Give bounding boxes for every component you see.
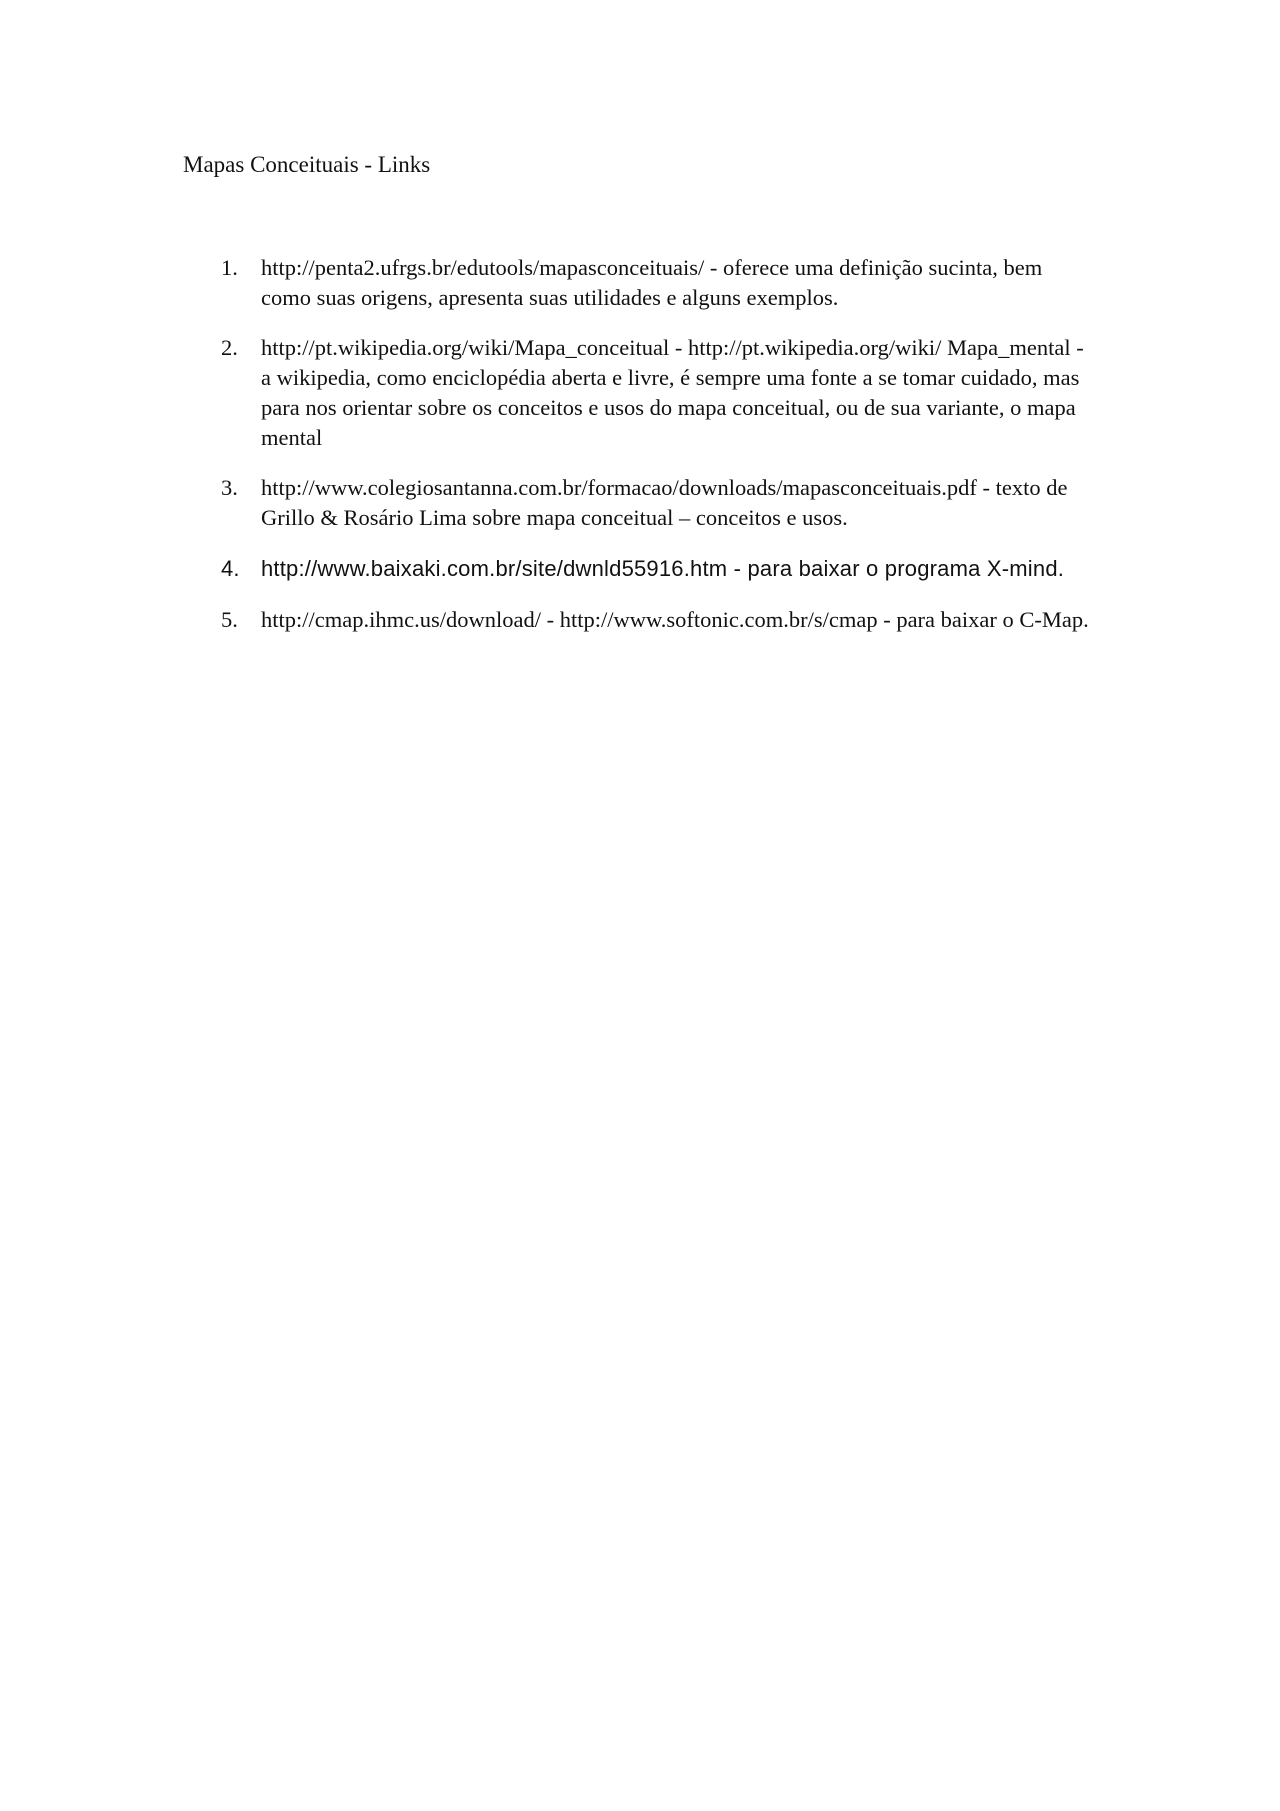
list-item	[183, 333, 1093, 453]
list-item-number: 3.	[221, 475, 238, 500]
list-item-number: 1.	[221, 255, 238, 280]
link-list	[183, 253, 1093, 655]
list-item-number: 5.	[221, 607, 238, 632]
page-title: Mapas Conceituais - Links	[183, 152, 431, 177]
list-item-number: 4.	[221, 556, 240, 581]
list-item	[183, 473, 1093, 533]
list-item-text: http://pt.wikipedia.org/wiki/Mapa_conceitual - http://pt.wikipedia.org/wiki/ Mapa_mental - a wikipedia, como enciclopédia aberta e livre, é sempre uma fonte a se tomar cuidado, mas para nos orientar sobre os conceitos e usos do mapa conceitual, ou de sua variante, o mapa mental	[261, 335, 1084, 450]
list-item-text: http://cmap.ihmc.us/download/ - http://www.softonic.com.br/s/cmap - para baixar o C-Map.	[261, 607, 1089, 632]
list-item	[183, 253, 1093, 313]
list-item-text: http://www.colegiosantanna.com.br/formacao/downloads/mapasconceituais.pdf - texto de Grillo & Rosário Lima sobre mapa conceitual – conceitos e usos.	[261, 475, 1068, 530]
list-item-text: http://www.baixaki.com.br/site/dwnld55916.htm - para baixar o programa X-mind.	[261, 556, 1065, 581]
list-item	[183, 605, 1093, 635]
list-item-text: http://penta2.ufrgs.br/edutools/mapasconceituais/ - oferece uma definição sucinta, bem como suas origens, apresenta suas utilidades e alguns exemplos.	[261, 255, 1043, 310]
list-item-number: 2.	[221, 335, 238, 360]
list-item	[183, 553, 1093, 585]
